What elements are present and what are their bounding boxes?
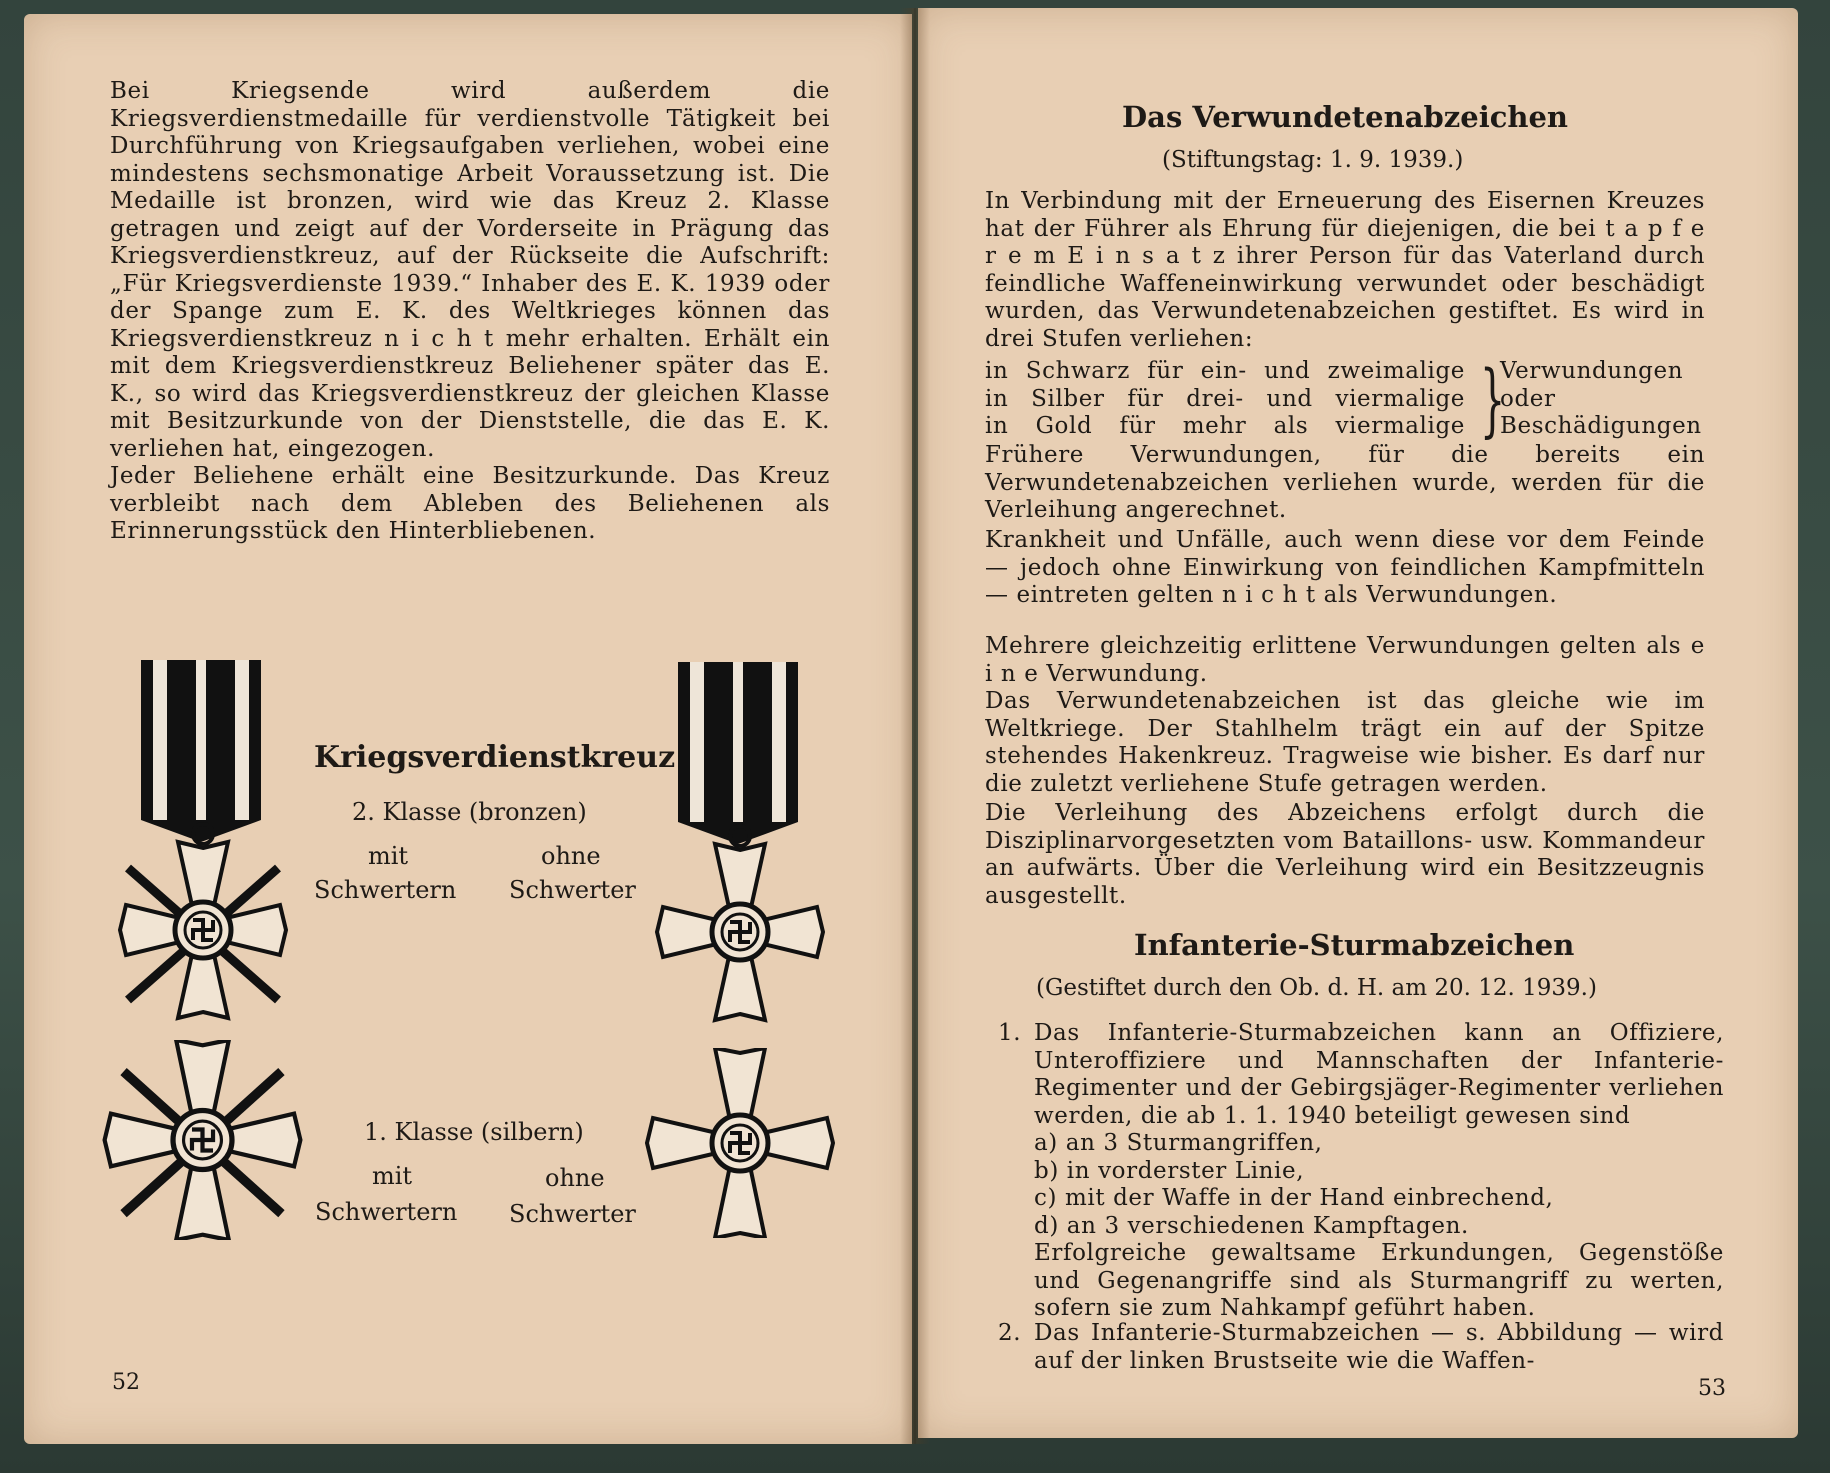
item-2-number: 2. [998,1320,1022,1346]
label-ohne-2: ohne [541,842,601,870]
page-number-right: 53 [1698,1376,1726,1401]
stufen-beschaedigungen: Beschädigungen [1500,413,1702,439]
ribbon-left [141,660,261,820]
verwundeten-para-e: Die Verleihung des Abzeichens erfolgt durch die Disziplinarvorgesetzten vom Bataillons- usw. Kommandeur an aufwärts. Über die Verleihung wird ein Besitzzeugnis ausgestellt. [985,800,1705,909]
cross-with-swords-1st-class [100,1040,305,1240]
left-body-text [110,78,830,546]
stufen-oder: oder [1500,385,1556,412]
left-paragraph-2: Jeder Beliehene erhält eine Besitzurkunde. Das Kreuz verbleibt nach dem Ableben des Beliehenen als Erinnerungsstück den Hinterbliebenen. [110,463,830,544]
sub-item-d: d) an 3 verschiedenen Kampftagen. [1034,1212,1469,1239]
page-number-left: 52 [112,1370,140,1395]
label-mit-2: mit [368,842,409,870]
label-schwertern-2: Schwertern [314,876,457,904]
cross-without-swords-1st-class [640,1048,840,1238]
section-subtitle-infanterie: (Gestiftet durch den Ob. d. H. am 20. 12. 1939.) [1036,975,1597,1001]
item-1-note: Erfolgreiche gewaltsame Erkundungen, Gegenstöße und Gegenangriffe sind als Sturmangriff zu werten, sofern sie zum Nahkampf geführt haben. [1034,1240,1724,1321]
cross-without-swords-2nd-class [645,822,835,1032]
label-schwerter-1: Schwerter [509,1200,636,1228]
sub-item-b: b) in vorderster Linie, [1034,1157,1305,1184]
book-gutter [900,8,930,1444]
stufe-silber: in Silber für drei- und viermalige [985,385,1465,412]
infanterie-list [998,1020,1726,1374]
label-schwertern-1: Schwertern [315,1198,458,1226]
stufen-brace: } [1479,353,1506,446]
verwundeten-para-b: Krankheit und Unfälle, auch wenn diese vor dem Feinde — jedoch ohne Einwirkung von feindlichen Kampfmitteln — eintreten gelten n i c h t als Verwundungen. [985,527,1705,608]
ribbon-right [678,662,798,822]
item-1-text: Das Infanterie-Sturmabzeichen kann an Offiziere, Unteroffiziere und Mannschaften der Infanterie-Regimenter und der Gebirgsjäger-Regimenter verliehen werden, die ab 1. 1. 1940 beteiligt gewesen sind [1034,1020,1724,1129]
sub-item-c: c) mit der Waffe in der Hand einbrechend, [1034,1185,1554,1211]
stufe-gold: in Gold für mehr als viermalige [985,413,1465,439]
figure-class-2: 2. Klasse (bronzen) [352,798,587,826]
verwundeten-para-d: Das Verwundetenabzeichen ist das gleiche wie im Weltkriege. Der Stahlhelm trägt ein auf der Spitze stehendes Hakenkreuz. Tragweise wie bisher. Es darf nur die zuletzt verliehene Stufe getragen werden. [985,688,1705,797]
stufe-schwarz: in Schwarz für ein- und zweimalige [985,358,1465,384]
verwundeten-para-c: Mehrere gleichzeitig erlittene Verwundungen gelten als e i n e Verwundung. [985,633,1705,687]
section-subtitle-verwundetenabzeichen: (Stiftungstag: 1. 9. 1939.) [1162,147,1464,173]
label-ohne-1: ohne [545,1164,605,1192]
item-1-body [1034,1020,1724,1323]
item-2-text: Das Infanterie-Sturmabzeichen — s. Abbildung — wird auf der linken Brustseite wie die Waffen- [1034,1320,1724,1374]
item-1-subitems [1034,1130,1724,1240]
verwundeten-para-a: Frühere Verwundungen, für die bereits ein Verwundetenabzeichen verliehen wurde, werden für die Verleihung angerechnet. [985,442,1705,523]
left-paragraph-1: Bei Kriegsende wird außerdem die Kriegsverdienstmedaille für verdienstvolle Tätigkeit bei Durchführung von Kriegsaufgaben verliehen, wobei eine mindestens sechsmonatige Arbeit Voraussetzung ist. Die Medaille ist bronzen, wird wie das Kreuz 2. Klasse getragen und zeigt auf der Vorderseite in Prägung das Kriegsverdienstkreuz, auf der Rückseite die Aufschrift: „Für Kriegsverdienste 1939.“ Inhaber des E. K. 1939 oder der Spange zum E. K. des Weltkrieges können das Kriegsverdienstkreuz n i c h t mehr erhalten. Erhält ein mit dem Kriegsverdienstkreuz Beliehener später das E. K., so wird das Kriegsverdienstkreuz der gleichen Klasse mit Besitzurkunde von der Dienststelle, die das E. K. verliehen hat, eingezogen. [110,78,830,462]
label-schwerter-2: Schwerter [509,876,636,904]
section-title-verwundetenabzeichen: Das Verwundetenabzeichen [1122,100,1569,134]
sub-item-a: a) an 3 Sturmangriffen, [1034,1130,1323,1156]
label-mit-1: mit [372,1162,413,1190]
stufen-table [985,353,1715,446]
figure-class-1: 1. Klasse (silbern) [364,1118,584,1146]
section-title-infanterie: Infanterie-Sturmabzeichen [1134,928,1575,962]
stufen-verwundungen: Verwundungen [1500,358,1684,384]
item-1-number: 1. [998,1020,1022,1046]
figure-title: Kriegsverdienstkreuz [314,740,676,775]
cross-with-swords-2nd-class [108,820,298,1030]
verwundeten-intro: In Verbindung mit der Erneuerung des Eisernen Kreuzes hat der Führer als Ehrung für diejenigen, die bei t a p f e r e m E i n s a t z ihrer Person für das Vaterland durch feindliche Waffeneinwirkung verwundet oder beschädigt wurden, das Verwundetenabzeichen gestiftet. Es wird in drei Stufen verliehen: [985,188,1705,352]
